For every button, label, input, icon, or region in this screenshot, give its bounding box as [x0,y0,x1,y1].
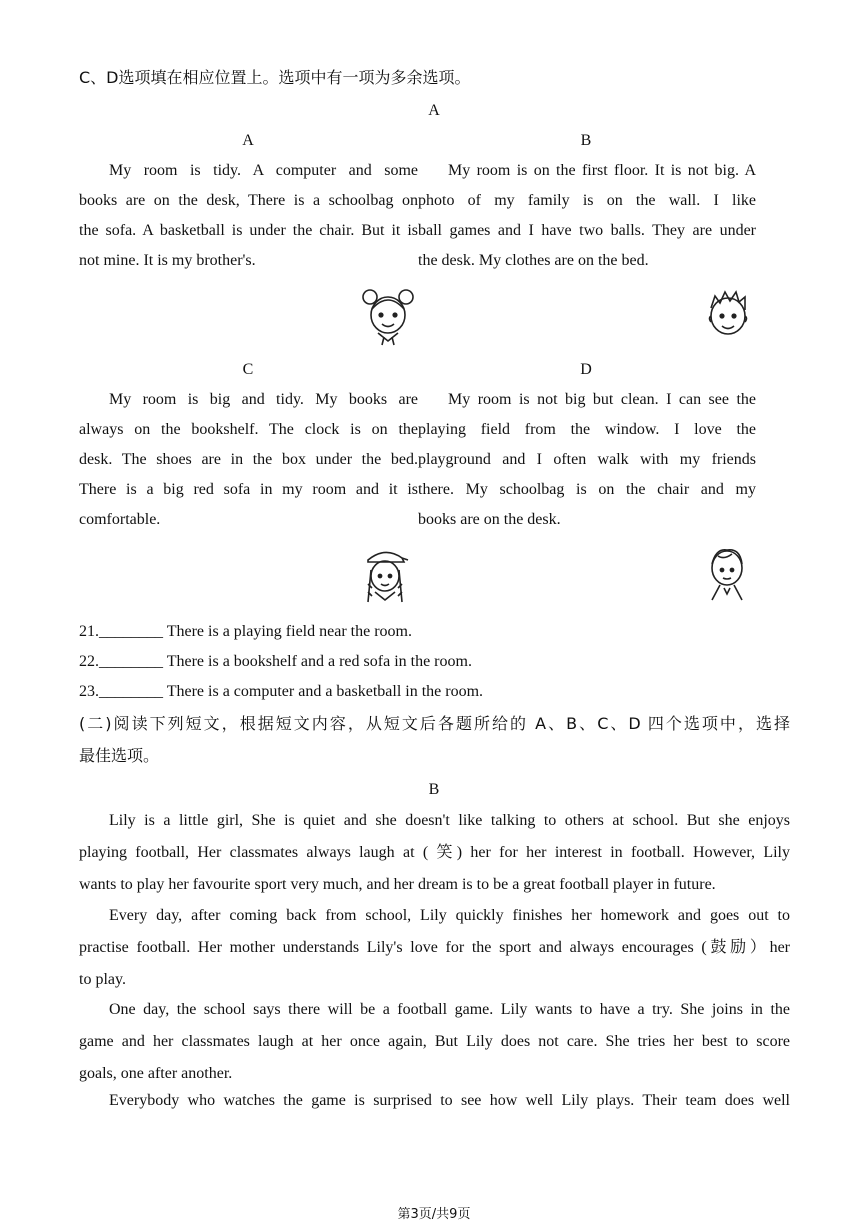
passage-line: playing football, Her classmates always laugh at ( 笑) her for her interest in football. However, Lily [79,844,791,861]
question-number: 22.________ [79,653,163,670]
option-c-line: There is a big red sofa in my room and it is [79,481,418,498]
question-text: There is a computer and a basketball in the room. [166,683,484,700]
option-b-line: My room is on the first floor. It is not big. A [448,162,756,179]
option-b-letter: B [580,132,592,149]
option-d-text [418,385,756,535]
option-d-line: there. My schoolbag is on the chair and my [418,481,756,498]
passage-line: One day, the school says there will be a football game. Lily wants to have a try. She joins in the [109,1001,790,1018]
option-c-letter: C [242,361,254,378]
option-a-line: the sofa. A basketball is under the chair. But it is [79,222,418,239]
section2-instruction-line2: 最佳选项。 [79,746,160,765]
option-b-line: ball games and I have two balls. They are under [418,222,756,239]
section-a-label: A [428,102,440,119]
passage-paragraph-1 [79,805,790,901]
option-d-line: books are on the desk. [418,511,561,528]
passage-line: game and her classmates laugh at her once again, But Lily does not care. She tries her best to score [79,1033,790,1050]
section-b-label: B [428,781,440,798]
option-c-line: always on the bookshelf. The clock is on the [79,421,418,438]
girl-with-buns-icon [360,285,416,347]
passage-line: Every day, after coming back from school, Lily quickly finishes her homework and goes out to [109,907,790,924]
option-b-line: photo of my family is on the wall. I like [418,192,756,209]
question-23 [79,677,483,707]
option-c-line: comfortable. [79,511,161,528]
girl-with-cap-icon [360,544,410,608]
passage-line: Everybody who watches the game is surprised to see how well Lily plays. Their team does well [109,1092,790,1109]
option-c-text [79,385,418,535]
passage-line: goals, one after another. [79,1065,233,1082]
instruction-top: C、D选项填在相应位置上。选项中有一项为多余选项。 [79,68,471,87]
passage-paragraph-4 [79,1085,790,1117]
option-d-line: My room is not big but clean. I can see the [448,391,756,408]
option-b-text [418,156,756,276]
option-a-text [79,156,418,276]
option-a-line: not mine. It is my brother's. [79,252,256,269]
question-21 [79,617,412,647]
question-22 [79,647,472,677]
passage-paragraph-2 [79,900,790,996]
passage-line: Lily is a little girl, She is quiet and she doesn't like talking to others at school. But she enjoys [109,812,790,829]
boy-spiky-hair-icon [700,286,756,342]
page-footer: 第3页/共9页 [397,1207,471,1222]
section2-instruction-line1: (二)阅读下列短文，根据短文内容，从短文后各题所给的 A、B、C、D 四个选项中，选择 [79,714,790,733]
option-d-line: playing field from the window. I love the [418,421,756,438]
boy-short-hair-icon [702,544,752,606]
passage-line: practise football. Her mother understands Lily's love for the sport and always encourages (鼓励）her [79,939,790,956]
question-number: 23.________ [79,683,163,700]
option-a-letter: A [242,132,254,149]
option-d-line: playground and I often walk with my friends [418,451,756,468]
passage-line: to play. [79,971,126,988]
option-c-line: My room is big and tidy. My books are [109,391,418,408]
question-number: 21.________ [79,623,163,640]
option-b-line: the desk. My clothes are on the bed. [418,252,649,269]
option-a-line: My room is tidy. A computer and some [109,162,418,179]
question-text: There is a playing field near the room. [166,623,412,640]
passage-paragraph-3 [79,994,790,1090]
option-d-letter: D [580,361,592,378]
option-c-line: desk. The shoes are in the box under the bed. [79,451,418,468]
question-text: There is a bookshelf and a red sofa in the room. [166,653,472,670]
option-a-line: books are on the desk, There is a schoolbag on [79,192,418,209]
passage-line: wants to play her favourite sport very much, and her dream is to be a great football player in future. [79,876,716,893]
